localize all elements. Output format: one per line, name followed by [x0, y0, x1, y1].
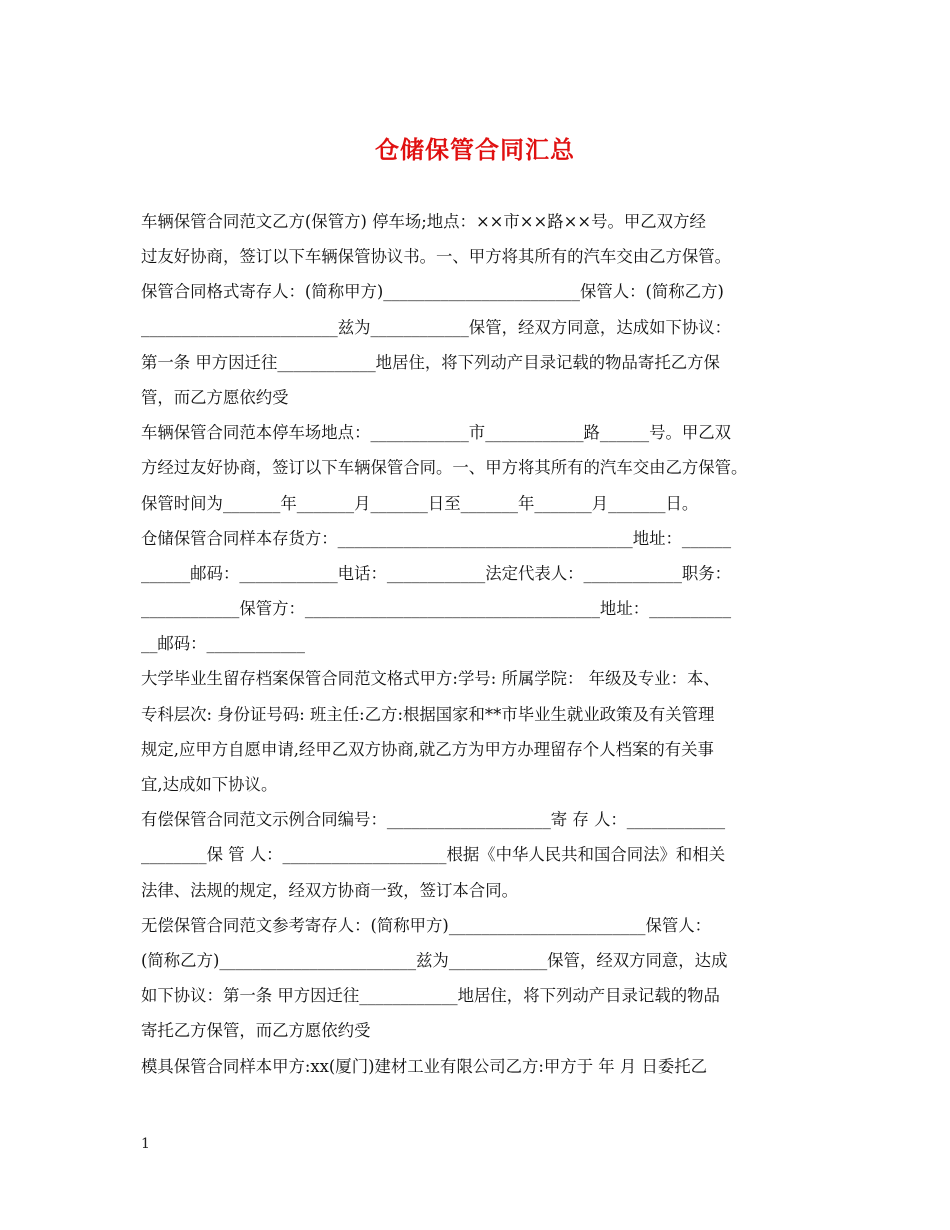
body-line: 仓储保管合同样本存货方：____________________________________地址：______ [141, 528, 732, 548]
body-line: 专科层次: 身份证号码: 班主任:乙方:根据国家和**市毕业生就业政策及有关管理 [141, 704, 715, 724]
body-line: ________保 管 人：____________________根据《中华人民共和国合同法》和相关 [141, 845, 726, 865]
body-line: 大学毕业生留存档案保管合同范文格式甲方:学号: 所属学院： 年级及专业：本、 [141, 669, 720, 689]
body-line: 寄托乙方保管，而乙方愿依约受 [141, 1021, 371, 1041]
body-line: ____________保管方：____________________________________地址：__________ [141, 599, 732, 619]
body-line: 无偿保管合同范文参考寄存人：(简称甲方)________________________保管人： [141, 915, 712, 935]
body-line: 有偿保管合同范文示例合同编号：____________________寄 存 人：____________ [141, 810, 726, 830]
body-line: 车辆保管合同范文乙方(保管方) 停车场;地点：××市××路××号。甲乙双方经 [141, 212, 706, 231]
body-line: ______邮码：____________电话：____________法定代表人：____________职务： [141, 563, 732, 583]
body-line: 管，而乙方愿依约受 [141, 387, 289, 407]
body-line: 保管时间为_______年_______月_______日至_______年_______月_______日。 [141, 493, 699, 513]
body-line: 宜,达成如下协议。 [141, 775, 278, 794]
body-line: ________________________兹为____________保管，经双方同意，达成如下协议： [141, 317, 732, 337]
body-line: 规定,应甲方自愿申请,经甲乙双方协商,就乙方为甲方办理留存个人档案的有关事 [141, 739, 714, 759]
body-line: 第一条 甲方因迁往____________地居住，将下列动产目录记载的物品寄托乙方保 [141, 352, 720, 372]
body-line: 模具保管合同样本甲方:xx(厦门)建材工业有限公司乙方:甲方于 年 月 日委托乙 [141, 1056, 708, 1076]
body-line: 过友好协商，签订以下车辆保管协议书。一、甲方将其所有的汽车交由乙方保管。 [141, 247, 732, 267]
body-line: __邮码：____________ [141, 634, 305, 654]
document-body [141, 204, 811, 1084]
body-line: 保管合同格式寄存人：(简称甲方)________________________保管人：(简称乙方) [141, 282, 724, 302]
body-line: 方经过友好协商，签订以下车辆保管合同。一、甲方将其所有的汽车交由乙方保管。 [141, 458, 748, 478]
body-line: 如下协议：第一条 甲方因迁往____________地居住，将下列动产目录记载的物品 [141, 986, 720, 1006]
document-title: 仓储保管合同汇总 [375, 136, 575, 164]
body-line: (简称乙方)________________________兹为____________保管，经双方同意，达成 [141, 950, 728, 970]
body-line: 法律、法规的规定，经双方协商一致，签订本合同。 [141, 880, 518, 900]
page-number: 1 [141, 1136, 150, 1152]
body-line: 车辆保管合同范本停车场地点：____________市____________路______号。甲乙双 [141, 423, 732, 443]
